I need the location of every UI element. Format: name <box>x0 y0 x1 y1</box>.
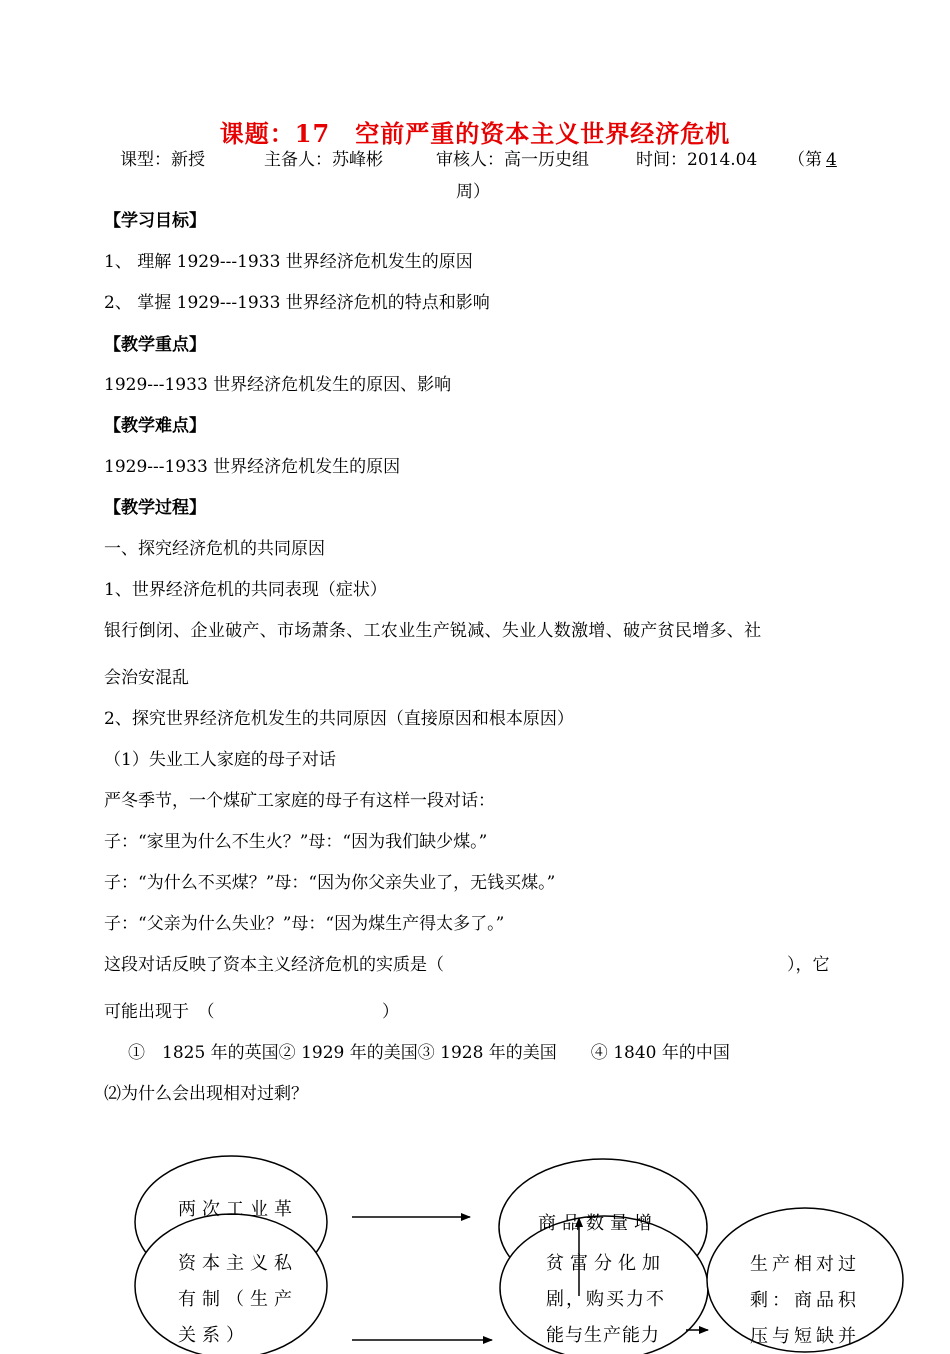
difficult-points-heading: 【教学难点】 <box>104 416 206 436</box>
goal-1: 1、 理解 1929---1933 世界经济危机发生的原因 <box>104 252 473 272</box>
key-points-heading: 【教学重点】 <box>104 335 206 355</box>
difficult-points-text: 1929---1933 世界经济危机发生的原因 <box>104 457 401 477</box>
symptoms-text-line2: 会治安混乱 <box>104 668 189 688</box>
oval-private-ownership-line1: 资本主义私 <box>178 1253 298 1274</box>
oval-relative-overproduction-line2: 剩：商品积 <box>750 1290 860 1311</box>
lesson-author: 主备人：苏峰彬 <box>264 150 383 170</box>
goals-heading: 【学习目标】 <box>104 211 206 231</box>
lesson-type: 课型：新授 <box>120 150 205 170</box>
question-2-end: ） <box>382 1002 399 1022</box>
oval-private-ownership-line2: 有制（生产 <box>178 1289 298 1310</box>
lesson-week-prefix: （第 <box>788 150 822 170</box>
answer-options: ① 1825 年的英国② 1929 年的美国③ 1928 年的美国 ④ 1840 年的中国 <box>128 1043 730 1063</box>
process-item-2: 2、探究世界经济危机发生的共同原因（直接原因和根本原因） <box>104 709 574 729</box>
process-section-1: 一、探究经济危机的共同原因 <box>104 539 325 559</box>
oval-wealth-gap-line3: 能与生产能力 <box>546 1325 660 1346</box>
symptoms-text-line1: 银行倒闭、企业破产、市场萧条、工农业生产锐减、失业人数激增、破产贫民增多、社 <box>104 621 762 641</box>
question-2-start: 可能出现于 （ <box>104 1002 215 1022</box>
process-heading: 【教学过程】 <box>104 498 206 518</box>
oval-wealth-gap-line2: 剧，购买力不 <box>546 1289 666 1310</box>
oval-relative-overproduction-line3: 压与短缺并 <box>750 1326 860 1347</box>
question-3: ⑵为什么会出现相对过剩？ <box>104 1084 308 1104</box>
oval-commodity-increase-text <box>538 1206 668 1220</box>
dialogue-line-3: 子：“父亲为什么失业？”母：“因为煤生产得太多了。” <box>104 914 505 934</box>
process-item-1: 1、世界经济危机的共同表现（症状） <box>104 580 387 600</box>
page-title: 课题：17 空前严重的资本主义世界经济危机 <box>219 119 731 148</box>
question-1-start: 这段对话反映了资本主义经济危机的实质是（ <box>104 955 444 975</box>
lesson-reviewer: 审核人：高一历史组 <box>436 150 589 170</box>
oval-relative-overproduction-line1: 生产相对过 <box>750 1254 860 1275</box>
dialogue-intro: 严冬季节，一个煤矿工家庭的母子有这样一段对话： <box>104 791 495 811</box>
dialogue-heading: （1）失业工人家庭的母子对话 <box>104 750 336 770</box>
oval-wealth-gap-line1: 贫富分化加 <box>546 1253 666 1274</box>
oval-industrial-revolution-text: 两次工业革 <box>178 1199 298 1220</box>
question-1-end: ），它 <box>787 955 830 975</box>
key-points-text: 1929---1933 世界经济危机发生的原因、影响 <box>104 375 452 395</box>
dialogue-line-2: 子：“为什么不买煤？”母：“因为你父亲失业了，无钱买煤。” <box>104 873 556 893</box>
lesson-time: 时间：2014.04 <box>636 150 758 170</box>
oval-private-ownership-line3: 关系） <box>178 1325 250 1346</box>
goal-2: 2、 掌握 1929---1933 世界经济危机的特点和影响 <box>104 293 490 313</box>
dialogue-line-1: 子：“家里为什么不生火？”母：“因为我们缺少煤。” <box>104 832 488 852</box>
lesson-week-suffix: 周） <box>456 182 490 202</box>
lesson-week-number: 4 <box>826 150 837 170</box>
